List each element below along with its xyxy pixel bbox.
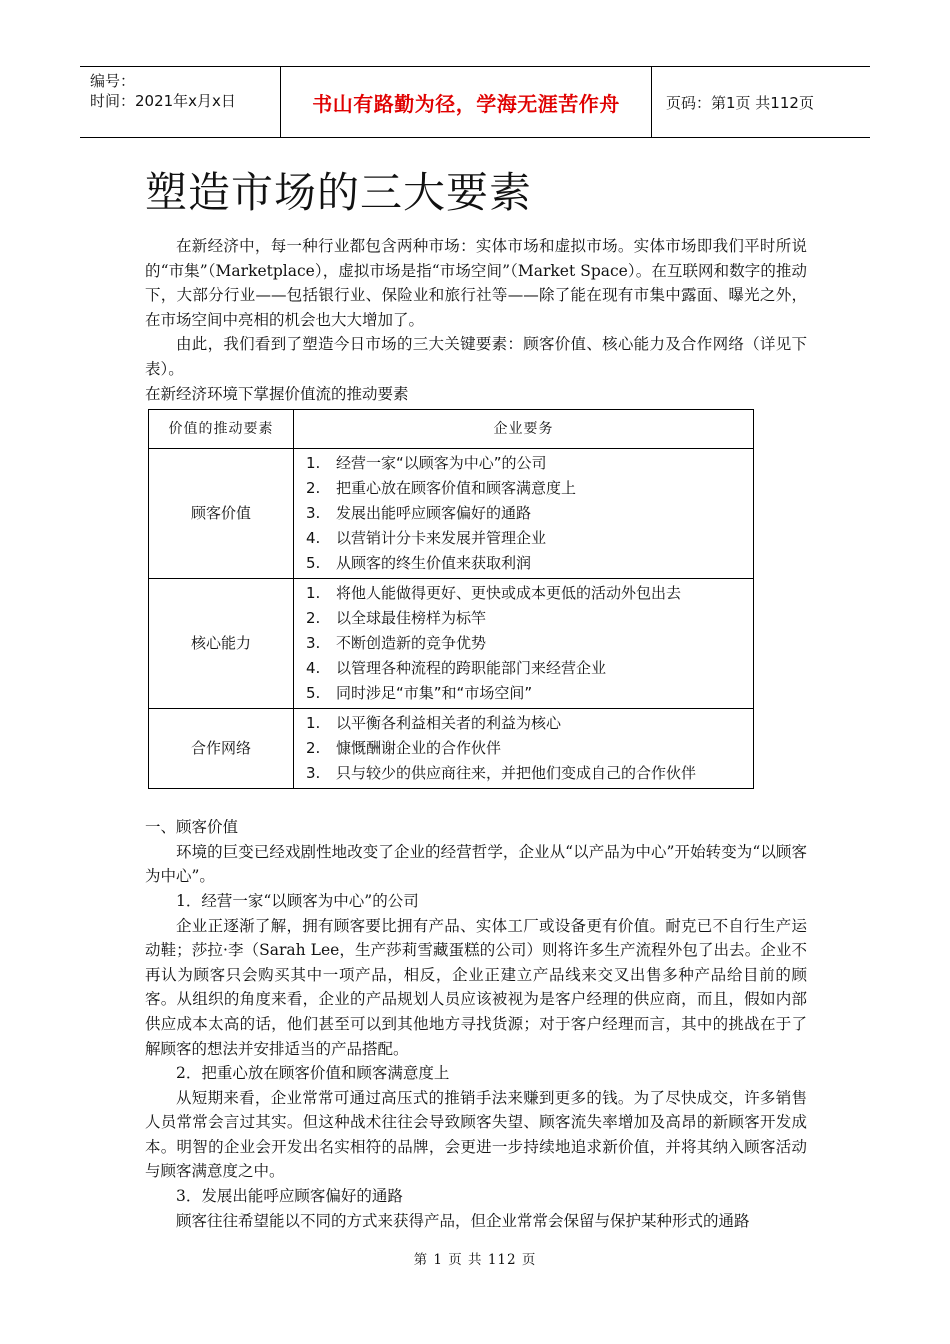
subsection-body-2: 从短期来看，企业常常可通过高压式的推销手法来赚到更多的钱。为了尽快成交，许多销售人员常常会言过其实。但这种战术往往会导致顾客失望、顾客流失率增加及高昂的新顾客开发成本。明智的企业会开发出名实相符的品牌，会更进一步持续地追求新价值，并将其纳入顾客活动与顾客满意度之中。 xyxy=(145,1088,807,1181)
document-body xyxy=(145,234,807,1233)
header-motto: 书山有路勤为径，学海无涯苦作舟 xyxy=(280,67,652,137)
list-item: 4. 以管理各种流程的跨职能部门来经营企业 xyxy=(306,659,607,678)
subsection-body-1: 企业正逐渐了解，拥有顾客要比拥有产品、实体工厂或设备更有价值。耐克已不自行生产运动鞋；莎拉·李（Sarah Lee，生产莎莉雪藏蛋糕的公司）则将许多生产流程外包了出去。企业不再认为顾客只会购买其中一项产品，相反，企业正建立产品线来交叉出售多种产品给目前的顾客。从组织的角度来看，企业的产品规划人员应该被视为是客户经理的供应商，而且，假如内部供应成本太高的话，他们甚至可以到其他地方寻找货源；对于客户经理而言，其中的挑战在于了解顾客的想法并安排适当的产品搭配。 xyxy=(145,916,807,1058)
header-page-number: 页码：第1页 共112页 xyxy=(666,93,814,112)
section-heading: 一、顾客价值 xyxy=(145,818,239,837)
row-category: 合作网络 xyxy=(149,709,294,789)
table-caption: 在新经济环境下掌握价值流的推动要素 xyxy=(145,384,409,403)
row-items xyxy=(294,579,754,709)
code-label: 编号： xyxy=(90,72,136,90)
date-label: 时间：2021年x月x日 xyxy=(90,92,236,110)
document-title: 塑造市场的三大要素 xyxy=(145,168,533,217)
row-category: 核心能力 xyxy=(149,579,294,709)
list-item: 5. 从顾客的终生价值来获取利润 xyxy=(306,554,532,573)
table-header-tasks: 企业要务 xyxy=(294,410,754,449)
row-items xyxy=(294,709,754,789)
subsection-heading-2: 2．把重心放在顾客价值和顾客满意度上 xyxy=(176,1064,450,1083)
list-item: 3. 发展出能呼应顾客偏好的通路 xyxy=(306,504,532,523)
subsection-body-3: 顾客往往希望能以不同的方式来获得产品，但企业常常会保留与保护某种形式的通路 xyxy=(176,1211,750,1230)
list-item: 2. 以全球最佳榜样为标竿 xyxy=(306,609,487,628)
subsection-heading-1: 1．经营一家“以顾客为中心”的公司 xyxy=(176,891,419,910)
table-row xyxy=(149,579,754,709)
subsection-heading-3: 3．发展出能呼应顾客偏好的通路 xyxy=(176,1187,403,1206)
value-drivers-table xyxy=(148,409,754,789)
list-item: 2. 把重心放在顾客价值和顾客满意度上 xyxy=(306,479,577,498)
table-header-row xyxy=(149,410,754,449)
list-item: 4. 以营销计分卡来发展并管理企业 xyxy=(306,529,547,548)
table-row xyxy=(149,709,754,789)
row-items xyxy=(294,449,754,579)
list-item: 1. 将他人能做得更好、更快或成本更低的活动外包出去 xyxy=(306,584,682,603)
list-item: 3. 不断创造新的竞争优势 xyxy=(306,634,487,653)
list-item: 3. 只与较少的供应商往来，并把他们变成自己的合作伙伴 xyxy=(306,764,697,783)
section-intro: 环境的巨变已经戏剧性地改变了企业的经营哲学，企业从“以产品为中心”开始转变为“以顾客为中心”。 xyxy=(145,842,807,886)
page-footer: 第 1 页 共 112 页 xyxy=(413,1252,537,1268)
header-meta xyxy=(80,67,280,137)
intro-paragraph-1: 在新经济中，每一种行业都包含两种市场：实体市场和虚拟市场。实体市场即我们平时所说的“市集”（Marketplace），虚拟市场是指“市场空间”（Market Space）。在互联网和数字的推动下，大部分行业——包括银行业、保险业和旅行社等——除了能在现有市集中露面、曝光之外，在市场空间中亮相的机会也大大增加了。 xyxy=(145,237,807,329)
table-row xyxy=(149,449,754,579)
row-category: 顾客价值 xyxy=(149,449,294,579)
page-header xyxy=(80,66,870,138)
list-item: 1. 以平衡各利益相关者的利益为核心 xyxy=(306,714,562,733)
intro-paragraph-2: 由此，我们看到了塑造今日市场的三大关键要素：顾客价值、核心能力及合作网络（详见下表）。 xyxy=(145,335,807,378)
list-item: 2. 慷慨酬谢企业的合作伙伴 xyxy=(306,739,502,758)
list-item: 5. 同时涉足“市集”和“市场空间” xyxy=(306,684,533,703)
table-header-drivers: 价值的推动要素 xyxy=(149,410,294,449)
list-item: 1. 经营一家“以顾客为中心”的公司 xyxy=(306,454,547,473)
